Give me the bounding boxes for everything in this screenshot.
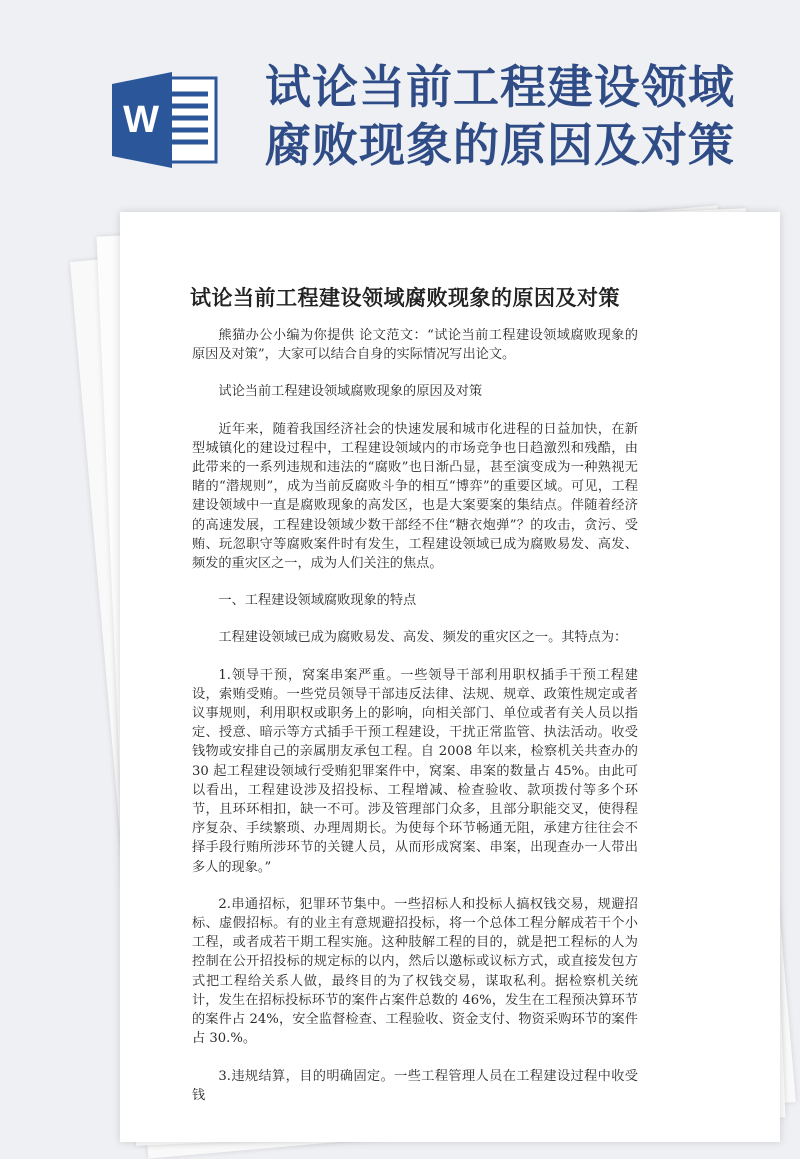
paragraph-intro: 熊猫办公小编为你提供 论文范文：“试论当前工程建设领域腐败现象的原因及对策”，大家可以结合自身的实际情况写出论文。 [192, 328, 638, 363]
banner-title-line-1: 试论当前工程建设领域 [265, 60, 735, 114]
document-title: 试论当前工程建设领域腐败现象的原因及对策 [190, 285, 620, 310]
paragraph-subtitle: 试论当前工程建设领域腐败现象的原因及对策 [218, 384, 483, 400]
section-heading: 一、工程建设领域腐败现象的特点 [218, 593, 417, 609]
document-body [192, 326, 638, 1123]
word-document-icon [110, 70, 220, 170]
paragraph-background: 近年来，随着我国经济社会的快速发展和城市化进程的日益加快，在新型城镇化的建设过程中，工程建设领域内的市场竞争也日趋激烈和残酷，由此带来的一系列违规和违法的“腐败”也日渐凸显，甚至演变成为一种熟视无睹的“潜规则”，成为当前反腐败斗争的相互“博弈”的重要区域。可见，工程建设领域中一直是腐败现象的高发区，也是大案要案的集结点。伴随着经济的高速发展，工程建设领域少数干部经不住“糖衣炮弹”？的攻击，贪污、受贿、玩忽职守等腐败案件时有发生，工程建设领域已成为腐败易发、高发、频发的重灾区之一，成为人们关注的焦点。 [192, 421, 638, 572]
header-banner [0, 0, 800, 205]
paragraph-point-3: 3.违规结算，目的明确固定。一些工程管理人员在工程建设过程中收受钱 [192, 1068, 638, 1103]
banner-title-line-2: 腐败现象的原因及对策 [265, 118, 735, 172]
paragraph-point-2: 2.串通招标，犯罪环节集中。一些招标人和投标人搞权钱交易，规避招标、虚假招标。有的业主有意规避招投标，将一个总体工程分解成若干个小工程，或者成若干期工程实施。这种肢解工程的目的，就是把工程标的人为控制在公开招投标的规定标的以内，然后以邀标或议标方式，或直接发包方式把工程给关系人做，最终目的为了权钱交易，谋取私利。据检察机关统计，发生在招标投标环节的案件占案件总数的 46%，发生在工程预决算环节的案件占 24%，安全监督检查、工程验收、资金支付、物资采购环节的案件占 30.%。 [192, 896, 638, 1047]
paragraph-point-1: 1.领导干预，窝案串案严重。一些领导干部利用职权插手干预工程建设，索贿受贿。一些党员领导干部违反法律、法规、规章、政策性规定或者议事规则，利用职权或职务上的影响，向相关部门、单位或者有关人员以指定、授意、暗示等方式插手干预工程建设，干扰正常监管、执法活动。收受钱物或安排自己的亲属朋友承包工程。自 2008 年以来，检察机关共查办的 30 起工程建设领域行受贿犯罪案件中，窝案、串案的数量占 45%。由此可以看出，工程建设涉及招投标、工程增减、检查验收、款项拨付等多个环节，且环环相扣，缺一不可。涉及管理部门众多，且部分职能交叉，使得程序复杂、手续繁琐、办理周期长。为使每个环节畅通无阻，承建方往往会不择手段行贿所涉环节的关键人员，从而形成窝案、串案，出现查办一人带出多人的现象。” [192, 667, 638, 875]
banner-title [265, 58, 785, 174]
logo-letter: W [123, 99, 159, 141]
paragraph-features-intro: 工程建设领域已成为腐败易发、高发、频发的重灾区之一。其特点为： [218, 630, 628, 646]
